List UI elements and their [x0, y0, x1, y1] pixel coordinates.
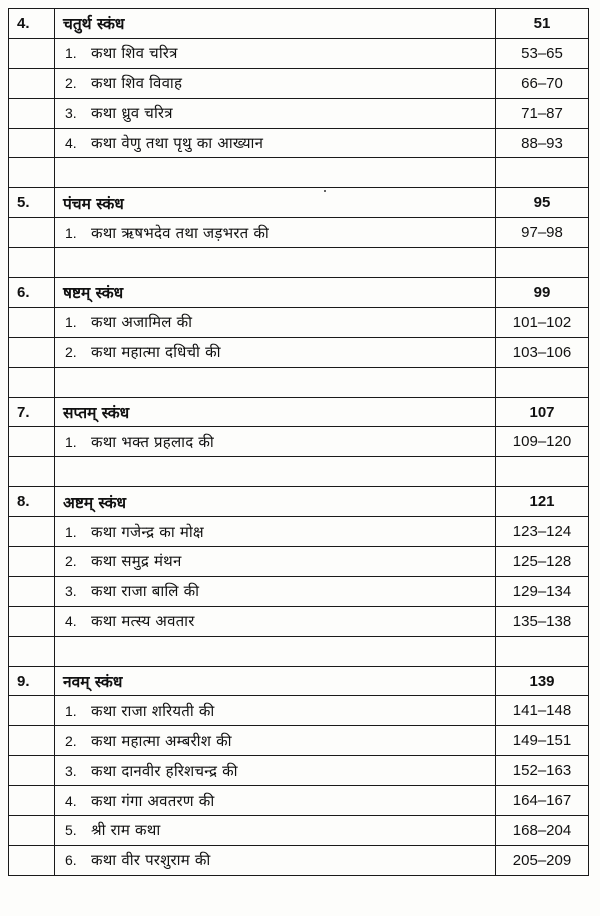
section-row	[9, 188, 589, 218]
item-pages: 101–102	[496, 307, 589, 337]
item-index: 1.	[65, 702, 77, 719]
section-title: नवम् स्कंध	[55, 666, 496, 696]
item-number-cell	[9, 337, 55, 367]
item-index: 1.	[65, 224, 77, 241]
item-title-cell	[55, 606, 496, 636]
item-number-cell	[9, 576, 55, 606]
item-number-cell	[9, 427, 55, 457]
item-pages: 164–167	[496, 786, 589, 816]
item-pages: 125–128	[496, 547, 589, 577]
item-title: कथा महात्मा दधिची की	[91, 343, 221, 362]
item-index: 1.	[65, 45, 77, 62]
item-pages: 103–106	[496, 337, 589, 367]
item-index: 4.	[65, 135, 77, 151]
item-title: कथा दानवीर हरिशचन्द्र की	[91, 761, 238, 780]
item-number-cell	[9, 128, 55, 158]
item-pages: 109–120	[496, 427, 589, 457]
item-index: 1.	[65, 433, 77, 450]
item-index: 6.	[65, 852, 77, 869]
item-index: 3.	[65, 105, 77, 122]
item-title-cell	[55, 337, 496, 367]
section-row	[9, 666, 589, 696]
section-title: चतुर्थ स्कंध	[55, 9, 496, 39]
item-number-cell	[9, 696, 55, 726]
spacer-row	[9, 367, 589, 397]
item-index: 4.	[65, 613, 77, 630]
item-title: कथा समुद्र मंथन	[91, 552, 182, 571]
section-page: 139	[496, 666, 589, 696]
item-row	[9, 98, 589, 128]
item-pages: 53–65	[496, 38, 589, 68]
item-pages: 141–148	[496, 696, 589, 726]
section-page: 95	[496, 188, 589, 218]
item-pages: 168–204	[496, 816, 589, 846]
item-index: 4.	[65, 792, 77, 809]
item-row	[9, 337, 589, 367]
item-title: कथा महात्मा अम्बरीश की	[91, 731, 232, 750]
item-row	[9, 576, 589, 606]
item-title-cell	[55, 756, 496, 786]
section-row	[9, 397, 589, 427]
item-number-cell	[9, 218, 55, 248]
item-pages: 129–134	[496, 576, 589, 606]
section-title: पंचम स्कंध	[55, 188, 496, 218]
spacer-row	[9, 636, 589, 666]
item-title-cell	[55, 517, 496, 547]
item-index: 2.	[65, 344, 77, 361]
item-row	[9, 547, 589, 577]
item-title-cell	[55, 726, 496, 756]
item-index: 1.	[65, 523, 77, 540]
item-title: श्री राम कथा	[91, 821, 161, 840]
item-pages: 88–93	[496, 128, 589, 158]
item-row	[9, 845, 589, 875]
section-page: 99	[496, 278, 589, 308]
item-row	[9, 307, 589, 337]
item-title: कथा भक्त प्रहलाद की	[91, 432, 214, 451]
section-title: अष्टम् स्कंध	[55, 487, 496, 517]
item-pages: 135–138	[496, 606, 589, 636]
item-title: कथा ध्रुव चरित्र	[91, 104, 173, 123]
item-title: कथा ऋषभदेव तथा जड़भरत की	[91, 223, 269, 242]
spacer-row	[9, 248, 589, 278]
item-title-cell	[55, 68, 496, 98]
item-number-cell	[9, 756, 55, 786]
item-row	[9, 816, 589, 846]
item-title-cell	[55, 845, 496, 875]
item-title: कथा गंगा अवतरण की	[91, 791, 215, 810]
item-number-cell	[9, 547, 55, 577]
item-row	[9, 606, 589, 636]
item-title-cell	[55, 786, 496, 816]
item-number-cell	[9, 517, 55, 547]
section-page: 51	[496, 9, 589, 39]
item-number-cell	[9, 307, 55, 337]
item-pages: 205–209	[496, 845, 589, 875]
spacer-row	[9, 457, 589, 487]
spacer-row	[9, 158, 589, 188]
item-row	[9, 68, 589, 98]
section-number: 4.	[9, 9, 55, 39]
item-number-cell	[9, 786, 55, 816]
item-row	[9, 756, 589, 786]
item-title: कथा अजामिल की	[91, 313, 193, 332]
item-title: कथा वीर परशुराम की	[91, 851, 211, 870]
item-title: कथा शिव चरित्र	[91, 44, 178, 63]
item-pages: 123–124	[496, 517, 589, 547]
item-pages: 66–70	[496, 68, 589, 98]
section-row	[9, 9, 589, 39]
print-speck	[324, 190, 326, 192]
section-page: 107	[496, 397, 589, 427]
item-pages: 71–87	[496, 98, 589, 128]
item-index: 2.	[65, 732, 77, 749]
item-number-cell	[9, 68, 55, 98]
item-row	[9, 786, 589, 816]
item-number-cell	[9, 606, 55, 636]
item-title: कथा शिव विवाह	[91, 74, 183, 93]
item-title-cell	[55, 576, 496, 606]
item-title-cell	[55, 427, 496, 457]
item-title-cell	[55, 696, 496, 726]
item-number-cell	[9, 38, 55, 68]
item-row	[9, 218, 589, 248]
item-index: 2.	[65, 75, 77, 92]
item-pages: 152–163	[496, 756, 589, 786]
item-title: कथा गजेन्द्र का मोक्ष	[91, 522, 204, 541]
section-number: 5.	[9, 188, 55, 218]
item-title-cell	[55, 218, 496, 248]
contents-table-body	[9, 9, 589, 876]
section-row	[9, 278, 589, 308]
item-title: कथा राजा बालि की	[91, 582, 200, 601]
item-row	[9, 427, 589, 457]
section-number: 9.	[9, 666, 55, 696]
item-title: कथा वेणु तथा पृथु का आख्यान	[91, 134, 264, 152]
item-number-cell	[9, 816, 55, 846]
item-index: 1.	[65, 314, 77, 331]
section-number: 8.	[9, 487, 55, 517]
item-row	[9, 38, 589, 68]
item-row	[9, 696, 589, 726]
item-title-cell	[55, 307, 496, 337]
item-number-cell	[9, 98, 55, 128]
item-title-cell	[55, 816, 496, 846]
item-title-cell	[55, 98, 496, 128]
item-title: कथा राजा शरियती की	[91, 701, 215, 720]
section-title: सप्तम् स्कंध	[55, 397, 496, 427]
item-title-cell	[55, 128, 496, 158]
item-pages: 149–151	[496, 726, 589, 756]
contents-table	[8, 8, 589, 876]
item-index: 3.	[65, 583, 77, 600]
item-index: 3.	[65, 762, 77, 779]
section-number: 6.	[9, 278, 55, 308]
item-row	[9, 517, 589, 547]
section-row	[9, 487, 589, 517]
item-title-cell	[55, 38, 496, 68]
item-row	[9, 128, 589, 158]
item-index: 5.	[65, 822, 77, 839]
section-title: षष्टम् स्कंध	[55, 278, 496, 308]
item-number-cell	[9, 726, 55, 756]
item-title-cell	[55, 547, 496, 577]
item-title: कथा मत्स्य अवतार	[91, 612, 195, 631]
item-number-cell	[9, 845, 55, 875]
section-number: 7.	[9, 397, 55, 427]
section-page: 121	[496, 487, 589, 517]
item-row	[9, 726, 589, 756]
item-pages: 97–98	[496, 218, 589, 248]
item-index: 2.	[65, 553, 77, 570]
